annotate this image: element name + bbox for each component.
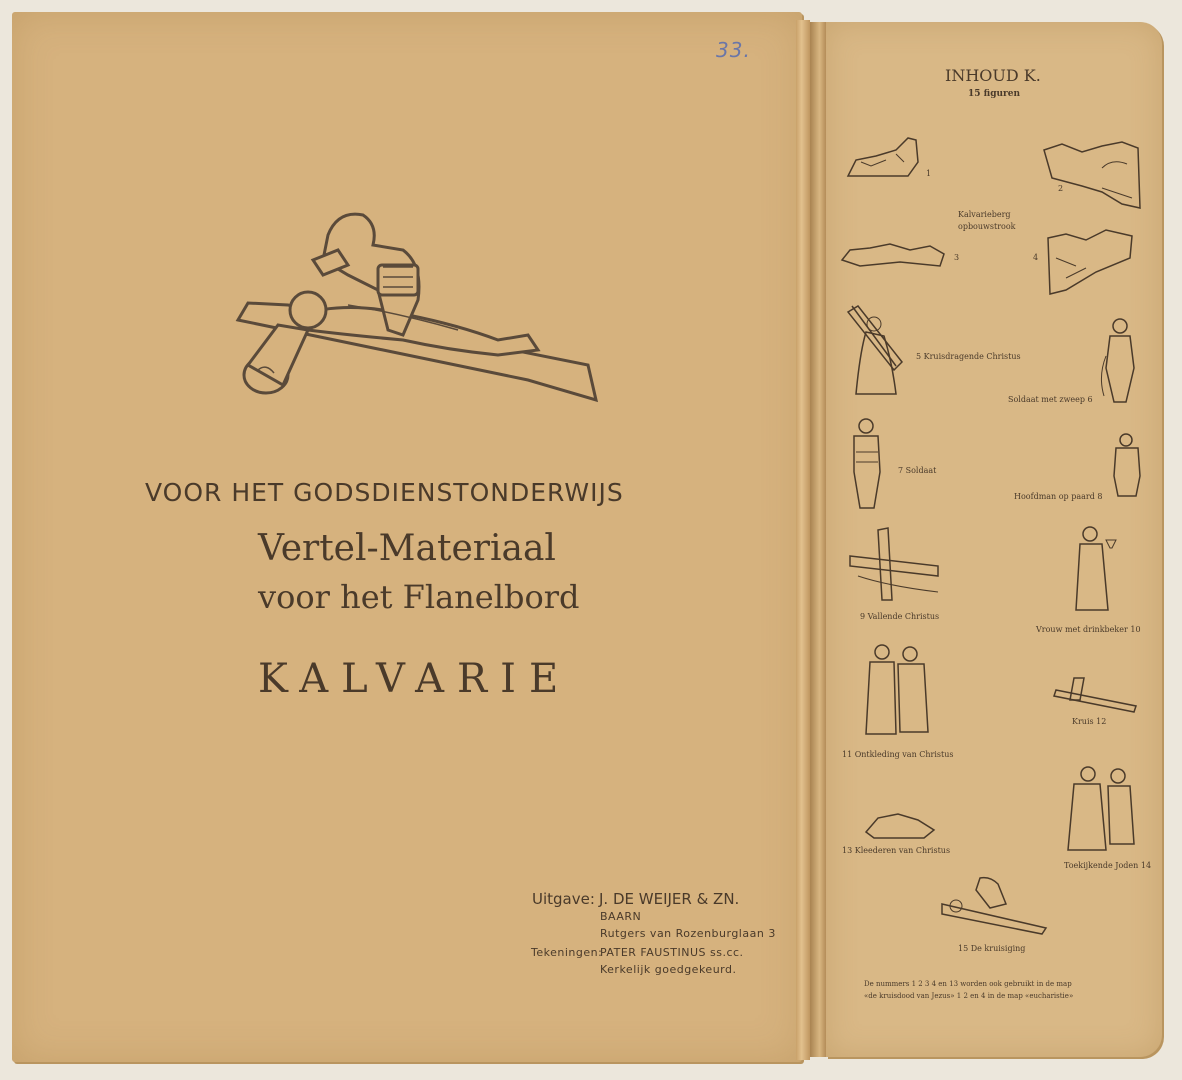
- figure-5-cross-bearer: [846, 302, 908, 398]
- kalvarieberg-label-1: Kalvarieberg: [958, 210, 1011, 219]
- figure-7-soldier: [846, 416, 888, 512]
- artist-name: PATER FAUSTINUS ss.cc.: [600, 946, 744, 959]
- crucifixion-illustration: [228, 205, 598, 405]
- figure-4-number: 4: [1033, 253, 1039, 262]
- folder-spine: [810, 22, 826, 1057]
- figure-13-label: 13 Kleederen van Christus: [842, 846, 951, 855]
- footnote-line2: «de kruisdood van Jezus» 1 2 en 4 in de map «eucharistie»: [864, 992, 1074, 1000]
- figure-1-number: 1: [926, 169, 932, 178]
- figure-9-label: 9 Vallende Christus: [860, 612, 940, 621]
- figure-14-label: Toekijkende Joden 14: [1064, 861, 1152, 870]
- tekeningen-label: Tekeningen:: [531, 946, 603, 959]
- flap-title: INHOUD K.: [945, 66, 1041, 85]
- figure-7-label: 7 Soldaat: [898, 466, 937, 475]
- figure-12-label: Kruis 12: [1072, 717, 1107, 726]
- cover-title-line1: Vertel-Materiaal: [258, 528, 556, 569]
- figure-5-label: 5 Kruisdragende Christus: [916, 352, 1021, 361]
- figure-2-number: 2: [1058, 184, 1064, 193]
- footnote-line1: De nummers 1 2 3 4 en 13 worden ook gebruikt in de map: [864, 980, 1072, 988]
- kalvarieberg-label-2: opbouwstrook: [958, 222, 1016, 231]
- figure-8-label: Hoofdman op paard 8: [1014, 492, 1103, 501]
- figure-11-label: 11 Ontkleding van Christus: [842, 750, 954, 759]
- figure-13-garments: [864, 810, 936, 840]
- figure-3-number: 3: [954, 253, 960, 262]
- uitgave-label: Uitgave:: [532, 890, 595, 908]
- figure-count: 15 figuren: [968, 89, 1021, 99]
- figure-10-woman-cup: [1072, 524, 1118, 614]
- figure-8-centurion-horse: [1110, 432, 1144, 498]
- figure-15-crucifixion: [940, 874, 1054, 936]
- cover-heading: VOOR HET GODSDIENSTONDERWIJS: [145, 478, 624, 507]
- approval-text: Kerkelijk goedgekeurd.: [600, 963, 737, 976]
- figure-12-cross: [1052, 676, 1140, 714]
- publisher-city: BAARN: [600, 910, 642, 923]
- figure-11-stripping: [862, 642, 932, 738]
- figure-15-label: 15 De kruisiging: [958, 944, 1026, 953]
- figure-1-hill-piece: [846, 132, 920, 180]
- figure-10-label: Vrouw met drinkbeker 10: [1036, 625, 1141, 634]
- figure-9-falling-christ: [848, 526, 944, 602]
- cover-edge: [796, 20, 810, 1060]
- figure-4-hill-piece: [1046, 228, 1136, 296]
- figure-2-hill-piece: [1042, 138, 1142, 212]
- publisher-name: J. DE WEIJER & ZN.: [599, 890, 740, 908]
- cover-title-line2: voor het Flanelbord: [258, 578, 580, 616]
- figure-3-strip: [840, 238, 946, 268]
- figure-14-onlookers: [1064, 764, 1138, 854]
- figure-6-soldier-whip: [1096, 316, 1142, 406]
- publisher-address: Rutgers van Rozenburglaan 3: [600, 927, 776, 940]
- cover-subject: KALVARIE: [258, 656, 572, 702]
- figure-6-label: Soldaat met zweep 6: [1008, 395, 1093, 404]
- handwritten-number: 33.: [716, 38, 751, 62]
